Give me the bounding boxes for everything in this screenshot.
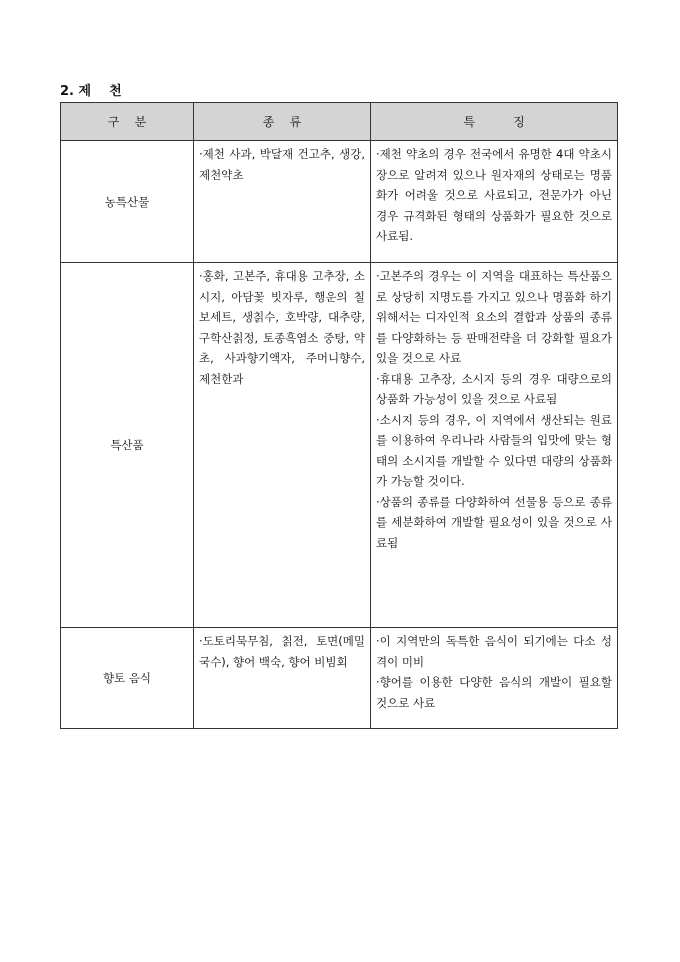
table-row: [61, 628, 618, 729]
header-features: 특 징: [371, 103, 618, 141]
header-category: 구 분: [61, 103, 194, 141]
table-header-row: [61, 103, 618, 141]
features-cell: [371, 263, 618, 628]
feature-text: ·고본주의 경우는 이 지역을 대표하는 특산품으로 상당히 지명도를 가지고 있으나 명품화 하기 위해서는 디자인적 요소의 결합과 상품의 종류를 다양화하는 등 판매전략을 더 강화할 필요가 있을 것으로 사료: [376, 269, 612, 365]
feature-text: ·상품의 종류를 다양화하여 선물용 등으로 종류를 세분화하여 개발할 필요성이 있을 것으로 사료됨: [376, 494, 612, 550]
kinds-text: ·도토리묵무침, 칡전, 토면(메밀국수), 향어 백숙, 향어 비빔회: [199, 634, 365, 669]
kinds-cell: [194, 628, 371, 729]
features-cell: [371, 628, 618, 729]
features-cell: [371, 141, 618, 263]
feature-text: ·향어를 이용한 다양한 음식의 개발이 필요할 것으로 사료: [376, 675, 612, 710]
product-table: [60, 102, 618, 729]
category-cell: 특산품: [61, 263, 194, 628]
feature-text: ·제천 약초의 경우 전국에서 유명한 4대 약초시장으로 알려져 있으나 원자재의 상태로는 명품화가 어려울 것으로 사료되고, 전문가가 아닌 경우 규격화된 형태의 상품화가 필요한 것으로 사료됨.: [376, 147, 612, 243]
table-row: [61, 263, 618, 628]
section-title: 2. 제 천: [60, 84, 122, 99]
feature-text: ·소시지 등의 경우, 이 지역에서 생산되는 원료를 이용하여 우리나라 사람들의 입맛에 맞는 형태의 소시지를 개발할 수 있다면 대량의 상품화가 가능할 것이다.: [376, 412, 612, 488]
kinds-cell: [194, 263, 371, 628]
kinds-cell: [194, 141, 371, 263]
category-cell: 농특산물: [61, 141, 194, 263]
table-row: [61, 141, 618, 263]
category-cell: 향토 음식: [61, 628, 194, 729]
feature-text: ·이 지역만의 독특한 음식이 되기에는 다소 성격이 미비: [376, 634, 612, 669]
header-kinds: 종 류: [194, 103, 371, 141]
feature-text: ·휴대용 고추장, 소시지 등의 경우 대량으로의 상품화 가능성이 있을 것으로 사료됨: [376, 371, 612, 406]
kinds-text: ·홍화, 고본주, 휴대용 고추장, 소시지, 아담꽃 빗자루, 행운의 칠보세트, 생칡수, 호박량, 대추량, 구학산칡정, 토종흑염소 중탕, 약초, 사과향기액자, 주머니향수, 제천한과: [199, 269, 365, 386]
kinds-text: ·제천 사과, 박달재 건고추, 생강, 제천약초: [199, 147, 365, 182]
